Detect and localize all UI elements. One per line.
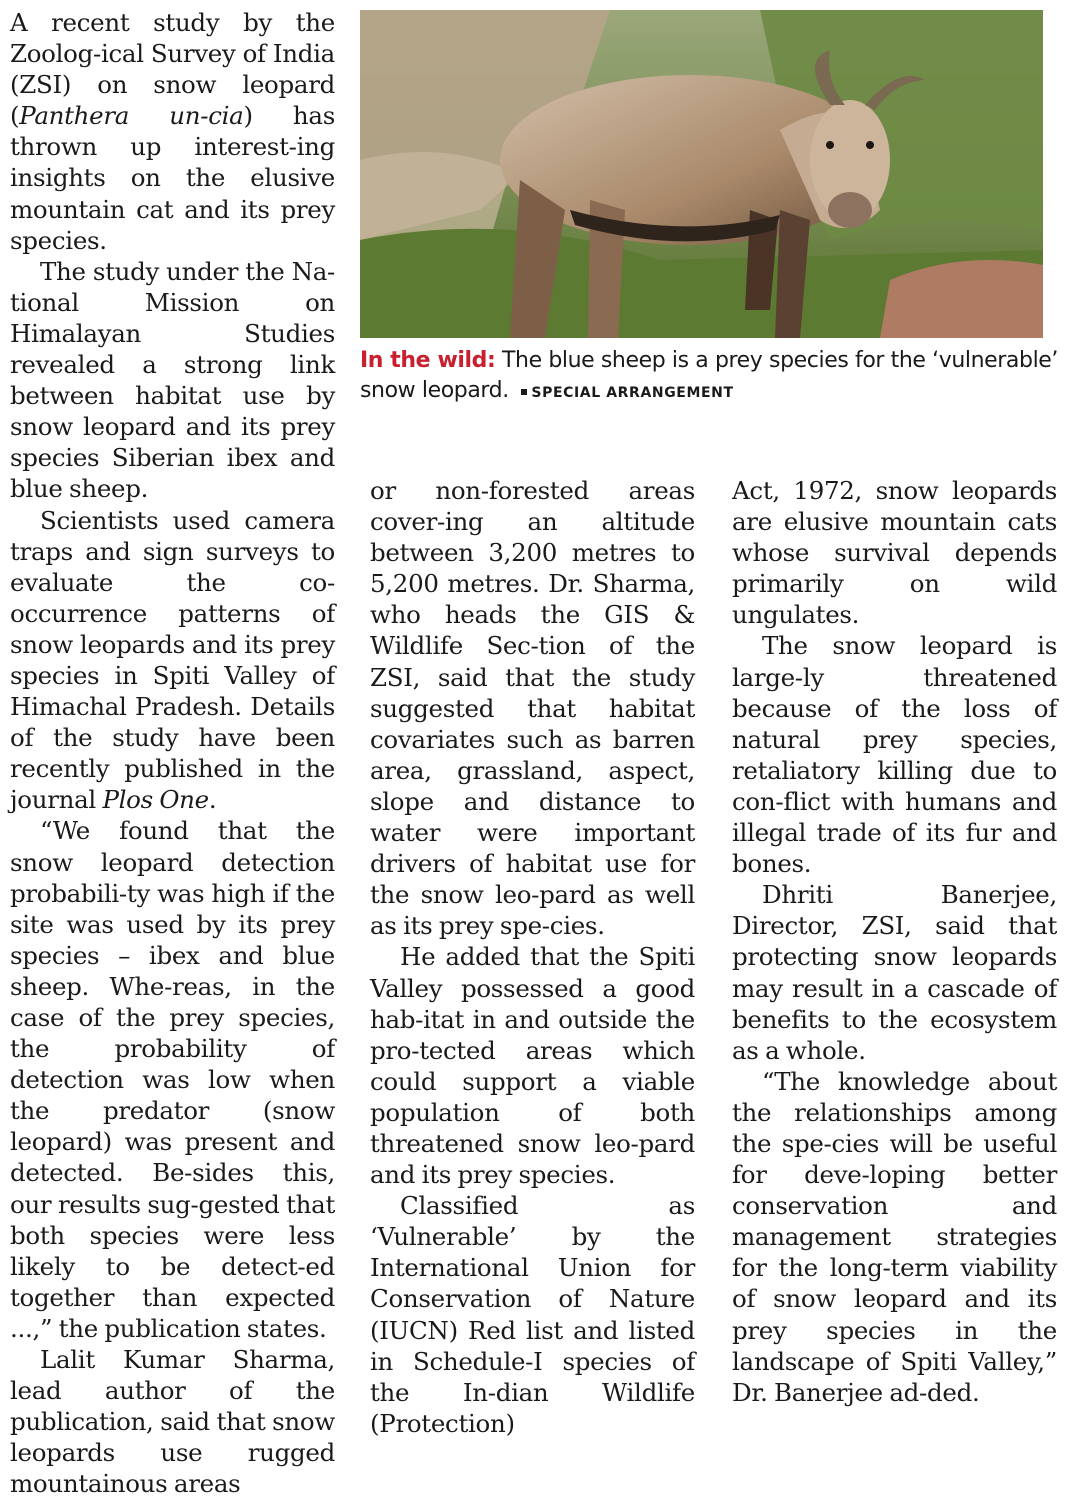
paragraph-5-continued: or non-forested areas cover-ing an altitude between 3,200 metres to 5,200 metres. Dr. Sharma, who heads the GIS & Wildlife Sec-tion of the ZSI, said that the study suggested that habitat covariates such as barren area, grassland, aspect, slope and distance to water were important drivers of habitat use for the snow leo-pard as well as its prey spe-cies. bbox=[370, 476, 695, 941]
paragraph-3-text-a: Scientists used camera traps and sign surveys to evaluate the co-occurrence patterns of snow leopards and its prey species in Spiti Valley of Himachal Pradesh. Details of the study have been recently published in the journal bbox=[10, 505, 335, 815]
paragraph-3-text-b: . bbox=[208, 785, 217, 815]
paragraph-5: Lalit Kumar Sharma, lead author of the publication, said that snow leopards use rugged mountainous areas bbox=[10, 1345, 335, 1499]
article-column-2 bbox=[370, 475, 695, 1439]
paragraph-1-text-b: ) has thrown up interest-ing insights on the elusive mountain cat and its prey species. bbox=[10, 101, 335, 255]
paragraph-9: Dhriti Banerjee, Director, ZSI, said that protecting snow leopards may result in a cascade of benefits to the ecosystem as a whole. bbox=[732, 880, 1057, 1065]
bullet-icon bbox=[521, 389, 527, 395]
paragraph-7: Classified as ‘Vulnerable’ by the International Union for Conservation of Nature (IUCN) Red list and listed in Schedule-I species of the In-dian Wildlife (Protection) bbox=[370, 1191, 695, 1438]
paragraph-1 bbox=[10, 7, 335, 256]
article-column-3 bbox=[732, 475, 1057, 1408]
paragraph-10: “The knowledge about the relationships among the spe-cies will be useful for deve-loping better conservation and management strategies for the long-term viability of snow leopard and its prey species in the landscape of Spiti Valley,” Dr. Banerjee ad-ded. bbox=[732, 1066, 1057, 1407]
photo-caption bbox=[360, 346, 1060, 408]
caption-text-line2: snow leopard. bbox=[360, 378, 509, 403]
photo-credit bbox=[521, 385, 733, 401]
article-column-1 bbox=[10, 7, 335, 1500]
paragraph-2: The study under the Na-tional Mission on Himalayan Studies revealed a strong link between habitat use by snow leopard and its prey species Siberian ibex and blue sheep. bbox=[10, 256, 335, 504]
paragraph-7-continued: Act, 1972, snow leopards are elusive mountain cats whose survival depends primarily on wild ungulates. bbox=[732, 476, 1057, 630]
paragraph-1-text-a: A recent study by the Zoolog-ical Survey of India (ZSI) on snow leopard ( bbox=[10, 8, 335, 131]
journal-name: Plos One bbox=[102, 785, 209, 815]
species-name: Panthera un-cia bbox=[19, 101, 244, 131]
blue-sheep-image bbox=[360, 10, 1043, 338]
paragraph-8: The snow leopard is large-ly threatened because of the loss of natural prey species, retaliatory killing due to con-flict with humans and illegal trade of its fur and bones. bbox=[732, 631, 1057, 879]
paragraph-6: He added that the Spiti Valley possessed a good hab-itat in and outside the pro-tected areas which could support a viable population of both threatened snow leo-pard and its prey species. bbox=[370, 942, 695, 1190]
photo-credit-text: SPECIAL ARRANGEMENT bbox=[531, 385, 734, 401]
paragraph-3 bbox=[10, 505, 335, 816]
caption-text-line1: The blue sheep is a prey species for the ‘vulnerable’ bbox=[495, 348, 1059, 373]
blue-sheep-photo bbox=[360, 10, 1043, 338]
caption-lead: In the wild: bbox=[360, 348, 496, 373]
paragraph-4: “We found that the snow leopard detection probabili-ty was high if the site was used by its prey species – ibex and blue sheep. Whe-reas, in the case of the prey species, the probability of detection was low when the predator (snow leopard) was present and detected. Be-sides this, our results sug-gested that both species were less likely to be detect-ed together than expected ...,” the publication states. bbox=[10, 816, 335, 1343]
